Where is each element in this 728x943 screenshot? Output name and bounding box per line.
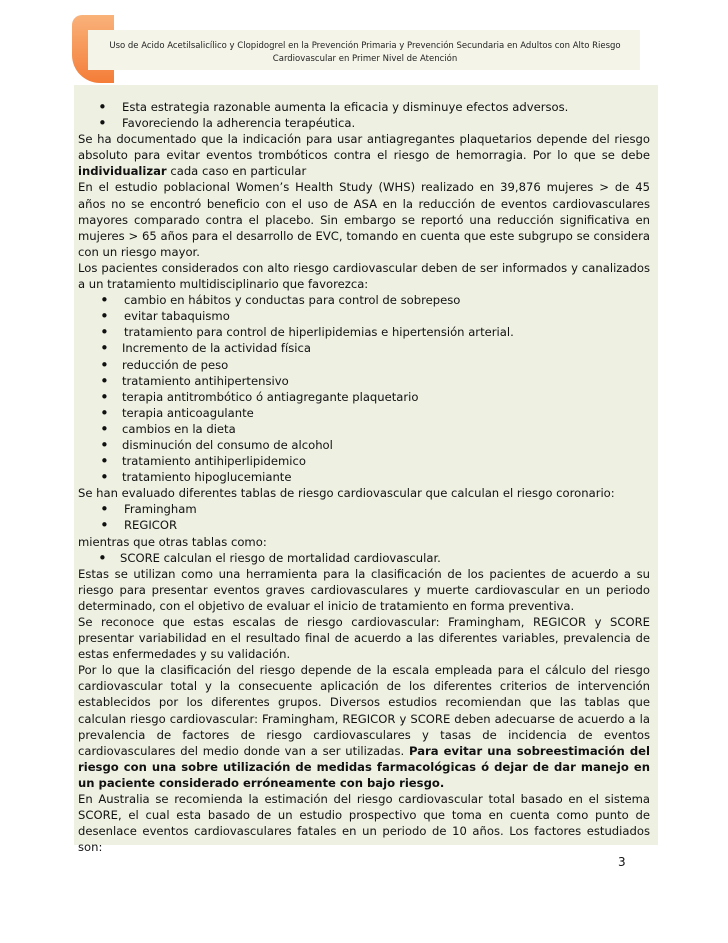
document-body [78, 99, 650, 855]
list-item: • SCORE calculan el riesgo de mortalidad cardiovascular. [78, 550, 650, 566]
list-item: • terapia anticoagulante [78, 405, 650, 421]
paragraph-risk-tables: Se han evaluado diferentes tablas de riesgo cardiovascular que calculan el riesgo coronario: [78, 486, 615, 501]
bullet-list-treatments [78, 340, 650, 485]
bullet-list-habits [78, 292, 650, 340]
emphasis-overestimation: Para evitar una sobreestimación del riesgo con una sobre utilización de medidas farmacológicas ó dejar de dar manejo en un paciente considerado erróneamente con bajo riesgo. [78, 743, 650, 790]
paragraph-high-risk-patients: Los pacientes considerados con alto riesgo cardiovascular deben de ser informados y canalizados a un tratamiento multidisciplinario que favorezca: [78, 260, 650, 292]
list-item: • tratamiento antihipertensivo [78, 373, 650, 389]
bullet-list-strategy [78, 99, 650, 131]
paragraph-risk-scale: Por lo que la clasificación del riesgo depende de la escala empleada para el cálculo del riesgo cardiovascular total y la consecuente aplicación de los diferentes criterios de intervención establecidos por los diferentes grupos. Diversos estudios recomiendan que las tablas que calculan riesgo cardiovascular: Framingham, REGICOR y SCORE deben adecuarse de acuerdo a la prevalencia de factores de riesgo cardiovasculares y tasas de incidencia de eventos cardiovasculares del medio donde van a ser utilizadas. Para evitar una sobreestimación del riesgo con una sobre utilización de medidas farmacológicas ó dejar de dar manejo en un paciente considerado erróneamente con bajo riesgo. [78, 663, 650, 790]
emphasis-individualizar: individualizar [78, 164, 167, 179]
list-item: • tratamiento hipoglucemiante [78, 469, 650, 485]
page-number: 3 [618, 855, 626, 869]
bullet-list-coronary-tables [78, 501, 650, 533]
list-item: • tratamiento antihiperlipidemico [78, 453, 650, 469]
list-item: • reducción de peso [78, 357, 650, 373]
list-item: • REGICOR [78, 517, 650, 533]
list-item: • cambio en hábitos y conductas para control de sobrepeso [78, 292, 650, 308]
list-item: • disminución del consumo de alcohol [78, 437, 650, 453]
document-header [100, 40, 630, 66]
paragraph-antiplatelet: Se ha documentado que la indicación para usar antiagregantes plaquetarios depende del riesgo absoluto para evitar eventos trombóticos contra el riesgo de hemorragia. Por lo que se debe individualizar cada caso en particular [78, 132, 650, 179]
list-item: • tratamiento para control de hiperlipidemias e hipertensión arterial. [78, 324, 650, 340]
list-item: • terapia antitrombótico ó antiagregante plaquetario [78, 389, 650, 405]
bullet-list-score [78, 550, 650, 566]
list-item: • Framingham [78, 501, 650, 517]
list-item: • Esta estrategia razonable aumenta la eficacia y disminuye efectos adversos. [78, 99, 650, 115]
list-item: • cambios en la dieta [78, 421, 650, 437]
paragraph-other-tables: mientras que otras tablas como: [78, 534, 267, 549]
paragraph-variability: Se reconoce que estas escalas de riesgo cardiovascular: Framingham, REGICOR y SCORE presentar variabilidad en el resultado final de acuerdo a las diferentes variables, prevalencia de estas enfermedades y su validación. [78, 615, 650, 662]
paragraph-whs-study: En el estudio poblacional Women’s Health Study (WHS) realizado en 39,876 mujeres > de 45 años no se encontró beneficio con el uso de ASA en la reducción de eventos cardiovasculares mayores comparado contra el placebo. Sin embargo se reportó una reducción significativa en mujeres > 65 años para el desarrollo de EVC, tomando en cuenta que este subgrupo se considera con un riesgo mayor. [78, 180, 650, 259]
paragraph-australia-score: En Australia se recomienda la estimación del riesgo cardiovascular total basado en el sistema SCORE, el cual esta basado de un estudio prospectivo que toma en cuenta como punto de desenlace eventos cardiovasculares fatales en un periodo de 10 años. Los factores estudiados son: [78, 792, 650, 855]
list-item: • Favoreciendo la adherencia terapéutica. [78, 115, 650, 131]
header-line-2: Cardiovascular en Primer Nivel de Atención [272, 54, 458, 64]
paragraph-classification-tool: Estas se utilizan como una herramienta para la clasificación de los pacientes de acuerdo a su riesgo para presentar eventos graves cardiovasculares y muerte cardiovascular en un periodo determinado, con el objetivo de evaluar el inicio de tratamiento en forma preventiva. [78, 566, 650, 613]
header-line-1: Uso de Acido Acetilsalicílico y Clopidogrel en la Prevención Primaria y Prevención Secundaria en Adultos con Alto Riesgo [109, 41, 621, 51]
list-item: • Incremento de la actividad física [78, 340, 650, 356]
list-item: • evitar tabaquismo [78, 308, 650, 324]
